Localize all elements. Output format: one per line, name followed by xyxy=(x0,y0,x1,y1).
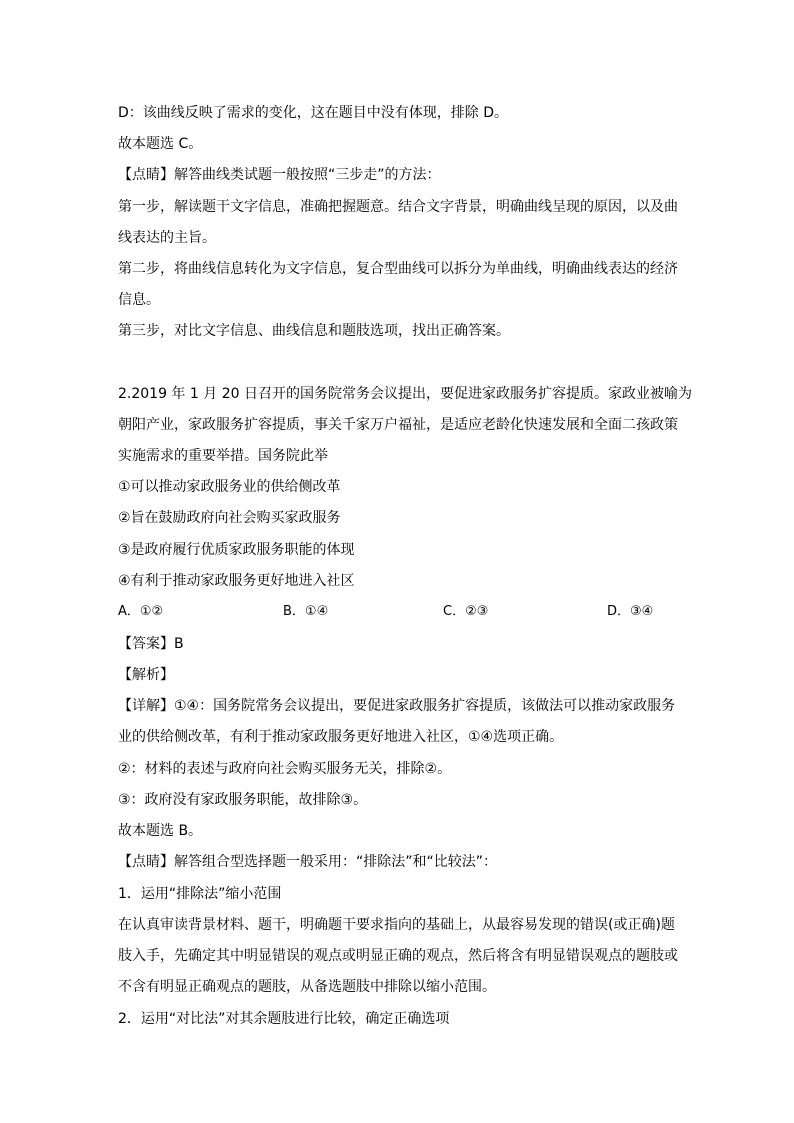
option-b: B．①④ xyxy=(283,604,329,619)
text-line: 2．运用“对比法”对其余题肢进行比较，确定正确选项 xyxy=(118,1011,450,1027)
option-c: C．②③ xyxy=(443,604,489,619)
text-line: ②：材料的表述与政府向社会购买服务无关，排除②。 xyxy=(118,761,452,777)
option-a: A．①② xyxy=(118,604,164,619)
statement-item: ③是政府履行优质家政服务职能的体现 xyxy=(118,542,355,558)
text-line: D：该曲线反映了需求的变化，这在题目中没有体现，排除 D。 xyxy=(118,105,509,121)
question-stem: 实施需求的重要举措。国务院此举 xyxy=(118,448,328,464)
statement-item: ②旨在鼓励政府向社会购买家政服务 xyxy=(118,510,341,526)
text-line: 线表达的主旨。 xyxy=(118,230,216,246)
text-line: ③：政府没有家政服务职能，故排除③。 xyxy=(118,792,368,808)
text-line: 在认真审读背景材料、题干，明确题干要求指向的基础上，从最容易发现的错误(或正确)题 xyxy=(118,917,675,933)
text-line: 不含有明显正确观点的题肢，从备选题肢中排除以缩小范围。 xyxy=(118,979,496,995)
text-line: 【点睛】解答曲线类试题一般按照“三步走”的方法： xyxy=(118,167,441,183)
question-stem: 朝阳产业，家政服务扩容提质，事关千家万户福祉，是适应老龄化快速发展和全面二孩政策 xyxy=(118,417,678,433)
text-line: 第二步，将曲线信息转化为文字信息，复合型曲线可以拆分为单曲线，明确曲线表达的经济 xyxy=(118,261,678,277)
text-line: 【点睛】解答组合型选择题一般采用：“排除法”和“比较法”： xyxy=(118,854,498,870)
text-line: 故本题选 B。 xyxy=(118,823,203,839)
question-stem: 2.2019 年 1 月 20 日召开的国务院常务会议提出，要促进家政服务扩容提质。家政业被喻为 xyxy=(118,386,692,402)
text-line: 1．运用“排除法”缩小范围 xyxy=(118,886,282,902)
statement-item: ④有利于推动家政服务更好地进入社区 xyxy=(118,573,355,589)
text-line: 信息。 xyxy=(118,292,160,308)
text-line: 肢入手，先确定其中明显错误的观点或明显正确的观点，然后将含有明显错误观点的题肢或 xyxy=(118,948,678,964)
text-line: 第一步，解读题干文字信息，准确把握题意。结合文字背景，明确曲线呈现的原因，以及曲 xyxy=(118,199,678,215)
analysis-heading: 【解析】 xyxy=(118,667,174,683)
statement-item: ①可以推动家政服务业的供给侧改革 xyxy=(118,479,341,495)
text-line: 业的供给侧改革，有利于推动家政服务更好地进入社区，①④选项正确。 xyxy=(118,729,564,745)
text-line: 【详解】①④：国务院常务会议提出，要促进家政服务扩容提质，该做法可以推动家政服务 xyxy=(118,698,676,714)
text-line: 第三步，对比文字信息、曲线信息和题肢选项，找出正确答案。 xyxy=(118,323,510,339)
option-d: D．③④ xyxy=(607,604,654,619)
text-line: 故本题选 C。 xyxy=(118,136,203,152)
answer-line: 【答案】B xyxy=(118,636,184,652)
